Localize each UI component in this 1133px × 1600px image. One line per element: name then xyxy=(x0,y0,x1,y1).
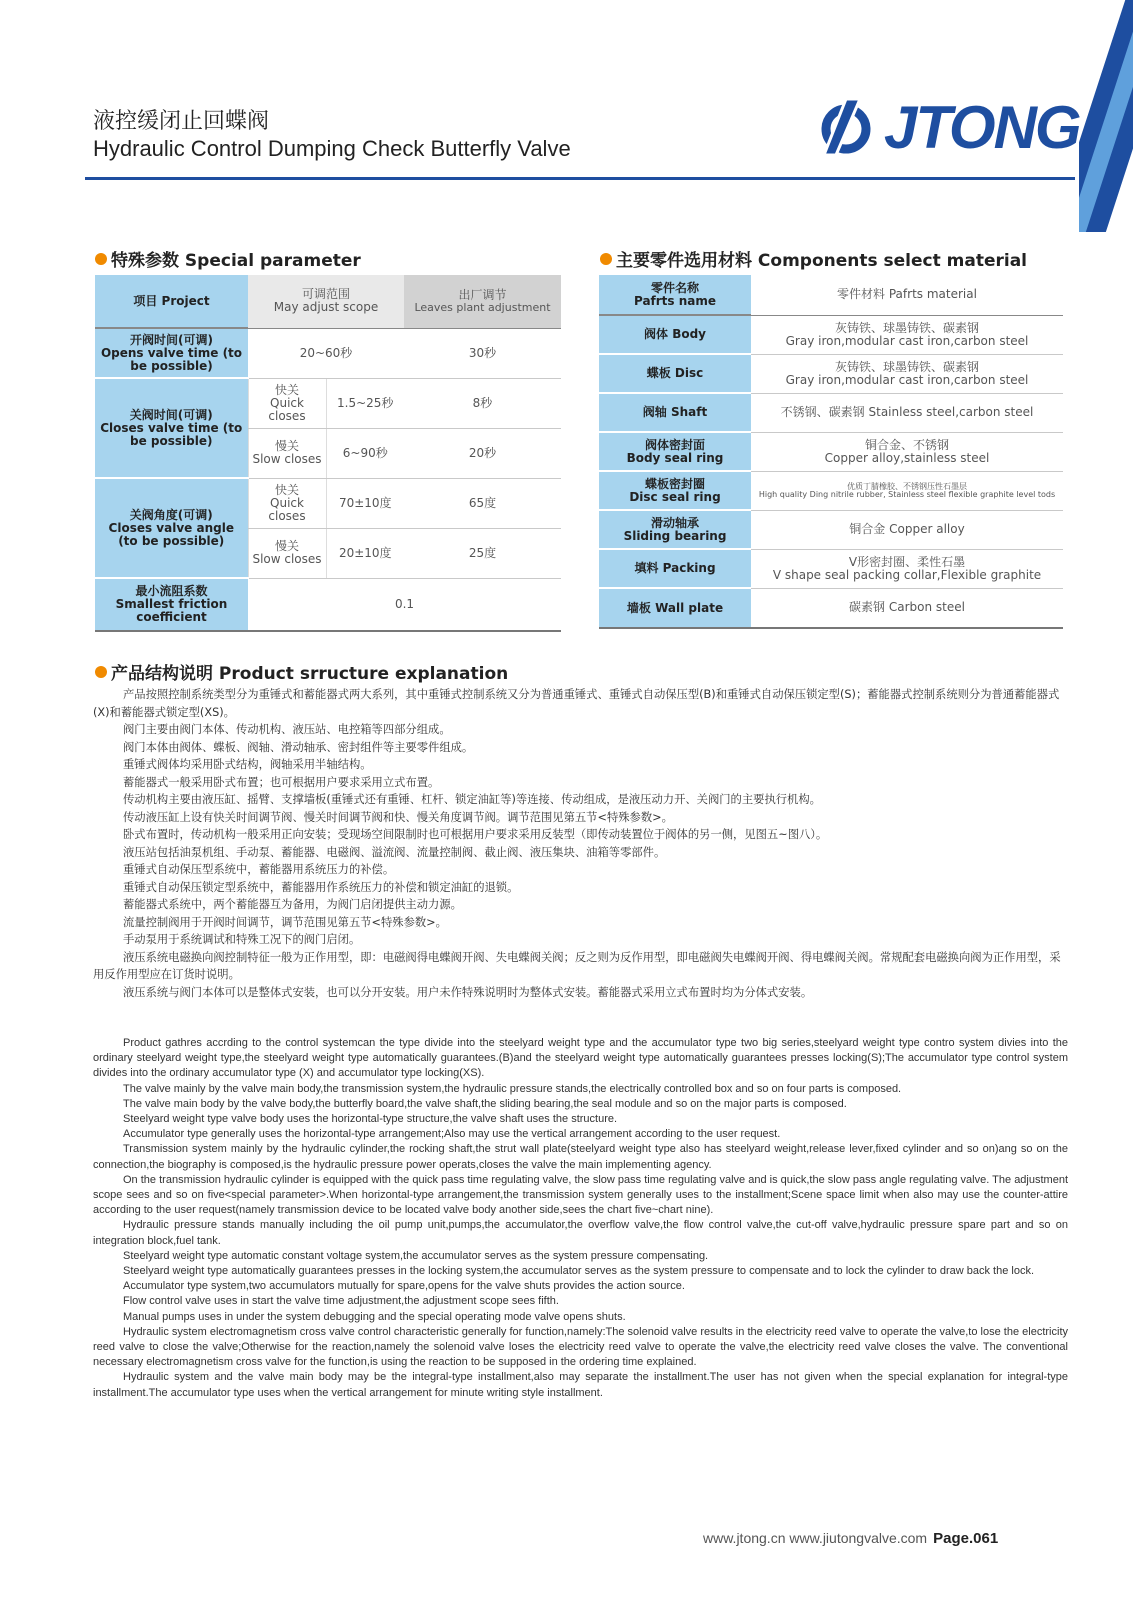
cn-paragraph: 产品按照控制系统类型分为重锤式和蓄能器式两大系列，其中重锤式控制系统又分为普通重锤式、重锤式自动保压型(B)和重锤式自动保压锁定型(S)；蓄能器式控制系统则分为普通蓄能器式(X)和蓄能器式锁定型(XS)。 xyxy=(93,688,1060,719)
bullet-icon xyxy=(600,253,612,265)
cn-paragraph: 传动液压缸上设有快关时间调节阀、慢关时间调节阀和快、慢关角度调节阀。调节范围见第五节<特殊参数>。 xyxy=(123,810,673,824)
en-paragraph: Steelyard weight type automatically guarantees presses in the locking system,the accumulator serves as the system pressure to compensate and to lock the cylinder to draw back the lock. xyxy=(123,1265,1035,1278)
cn-paragraph: 阀门本体由阀体、蝶板、阀轴、滑动轴承、密封组件等主要零件组成。 xyxy=(123,740,474,754)
cn-paragraph: 液压系统电磁换向阀控制特征一般为正作用型，即：电磁阀得电蝶阀开阀、失电蝶阀关阀；反之则为反作用型，即电磁阀失电蝶阀开阀、得电蝶阀关阀。常规配套电磁换向阀为正作用型，采用反作用型应在订货时说明。 xyxy=(93,950,1061,981)
components-table xyxy=(599,275,1063,629)
close-angle-slow-label: 慢关 Slow closes xyxy=(248,528,326,578)
page-footer xyxy=(703,1530,998,1547)
cn-paragraph: 卧式布置时，传动机构一般采用正向安装；受现场空间限制时也可根据用户要求采用反装型（即传动装置位于阀体的另一侧，见图五~图八）。 xyxy=(123,828,828,841)
cn-paragraph: 液压站包括油泵机组、手动泵、蓄能器、电磁阀、溢流阀、流量控制阀、截止阀、液压集块、油箱等零部件。 xyxy=(123,845,666,859)
part-material: V形密封圈、柔性石墨 V shape seal packing collar,Flexible graphite xyxy=(751,549,1063,588)
open-time-label: 开阀时间(可调) Opens valve time (to be possible) xyxy=(95,328,248,378)
en-paragraph: Transmission system mainly by the hydraulic cylinder,the rocking shaft,the strut wall plate(steelyard weight type also has steelyard weight,release lever,fixed cylinder and so on)ang so on the connection,the biography is composed,is the hydraulic pressure power operats,closes the valve the main implementing agency. xyxy=(93,1143,1068,1171)
cn-paragraph: 传动机构主要由液压缸、摇臂、支撑墙板(重锤式还有重锤、杠杆、锁定油缸等)等连接、传动组成，是液压动力开、关阀门的主要执行机构。 xyxy=(123,793,821,806)
components-title: 主要零件选用材料 Components select material xyxy=(616,251,1028,271)
close-angle-slow-factory: 25度 xyxy=(404,528,561,578)
en-paragraph: Steelyard weight type valve body uses the horizontal-type structure,the valve shaft uses the structure. xyxy=(123,1113,618,1126)
part-name: 阀体 Body xyxy=(599,315,751,354)
en-paragraph: Accumulator type generally uses the horizontal-type arrangement;Also may use the vertical arrangement according to the user request. xyxy=(123,1128,781,1141)
cn-paragraph: 重锤式阀体均采用卧式结构，阀轴采用半轴结构。 xyxy=(123,758,372,771)
special-parameter-title: 特殊参数 Special parameter xyxy=(111,251,361,271)
part-material: 碳素钢 Carbon steel xyxy=(751,588,1063,628)
page-title-en: Hydraulic Control Dumping Check Butterfly Valve xyxy=(93,136,571,161)
close-time-slow-label: 慢关 Slow closes xyxy=(248,428,326,478)
en-paragraph: Hydraulic system and the valve main body may be the integral-type installment,also may separate the installment.The user has not given when the special explanation for integral-type installment.The accumulator type uses when the vertical arrangement for minute writing style installment. xyxy=(93,1371,1068,1399)
cn-paragraph: 重锤式自动保压锁定型系统中，蓄能器用作系统压力的补偿和锁定油缸的退锁。 xyxy=(123,880,519,894)
header-plant-adjustment: 出厂调节 Leaves plant adjustment xyxy=(404,275,561,328)
corner-stripe-decoration xyxy=(1079,0,1133,232)
en-paragraph: The valve mainly by the valve main body,the transmission system,the hydraulic pressure stands,the electrically controlled box and so on four parts is composed. xyxy=(123,1082,902,1095)
en-paragraph: On the transmission hydraulic cylinder is equipped with the quick pass time regulating valve, the slow pass time regulating valve and is quick,the slow pass angle regulating valve. The adjustment scope sees and so on five<special parameter>.When horizontal-type arrangement,the transmission system generally uses to the installment;Scene space limit when also may use the counter-attire according to the user request(namely transmission device to be located valve body another side,sees the chart five~chart nine). xyxy=(93,1173,1068,1217)
cn-paragraph: 蓄能器式系统中，两个蓄能器互为备用，为阀门启闭提供主动力源。 xyxy=(123,898,462,911)
structure-title: 产品结构说明 Product srructure explanation xyxy=(111,664,509,684)
cn-paragraph: 手动泵用于系统调试和特殊工况下的阀门启闭。 xyxy=(123,933,361,946)
part-name: 滑动轴承 Sliding bearing xyxy=(599,510,751,549)
part-name: 填料 Packing xyxy=(599,549,751,588)
header-part-material: 零件材料 Pafrts material xyxy=(751,275,1063,315)
logo-text: JTONG xyxy=(884,93,1080,161)
close-time-quick-label: 快关 Quick closes xyxy=(248,378,326,428)
header-part-name: 零件名称 Pafrts name xyxy=(599,275,751,315)
close-angle-slow-range: 20±10度 xyxy=(326,528,404,578)
part-name: 蝶板密封圈 Disc seal ring xyxy=(599,471,751,510)
close-angle-quick-factory: 65度 xyxy=(404,478,561,528)
page-title-cn: 液控缓闭止回蝶阀 xyxy=(93,109,270,134)
page-number: Page.061 xyxy=(933,1530,999,1547)
special-parameter-heading xyxy=(95,246,361,271)
close-time-quick-factory: 8秒 xyxy=(404,378,561,428)
cn-paragraph: 流量控制阀用于开阀时间调节，调节范围见第五节<特殊参数>。 xyxy=(123,915,447,929)
part-material: 铜合金 Copper alloy xyxy=(751,510,1063,549)
close-angle-label: 关阀角度(可调) Closes valve angle (to be possible) xyxy=(95,478,248,578)
bullet-icon xyxy=(95,666,107,678)
components-heading xyxy=(600,246,1027,271)
friction-label: 最小流阻系数 Smallest friction coefficient xyxy=(95,578,248,631)
cn-paragraph: 蓄能器式一般采用卧式布置；也可根据用户要求采用立式布置。 xyxy=(123,775,440,789)
close-time-slow-factory: 20秒 xyxy=(404,428,561,478)
close-angle-quick-range: 70±10度 xyxy=(326,478,404,528)
en-paragraph: Hydraulic pressure stands manually including the oil pump unit,pumps,the accumulator,the overflow valve,the flow control valve,the cut-off valve,hydraulic pressure spare part and so on integration block,fuel tank. xyxy=(93,1219,1068,1247)
open-time-range: 20~60秒 xyxy=(248,328,404,378)
en-paragraph: Accumulator type system,two accumulators mutually for spare,opens for the valve shuts provides the action source. xyxy=(123,1280,685,1293)
cn-paragraph: 液压系统与阀门本体可以是整体式安装，也可以分开安装。用户未作特殊说明时为整体式安装。蓄能器式采用立式布置时均为分体式安装。 xyxy=(123,985,813,999)
part-material: 灰铸铁、球墨铸铁、碳素钢 Gray iron,modular cast iron,carbon steel xyxy=(751,354,1063,393)
friction-value: 0.1 xyxy=(248,578,561,631)
cn-paragraph: 重锤式自动保压型系统中，蓄能器用系统压力的补偿。 xyxy=(123,863,395,876)
part-name: 阀轴 Shaft xyxy=(599,393,751,432)
open-time-factory: 30秒 xyxy=(404,328,561,378)
jtong-logo-icon xyxy=(816,95,880,159)
header-adjust-scope: 可调范围 May adjust scope xyxy=(248,275,404,328)
close-angle-quick-label: 快关 Quick closes xyxy=(248,478,326,528)
part-material: 不锈钢、碳素钢 Stainless steel,carbon steel xyxy=(751,393,1063,432)
part-name: 蝶板 Disc xyxy=(599,354,751,393)
special-parameter-table xyxy=(95,275,561,632)
part-name: 阀体密封面 Body seal ring xyxy=(599,432,751,471)
header-project: 项目 Project xyxy=(95,275,248,328)
cn-paragraph: 阀门主要由阀门本体、传动机构、液压站、电控箱等四部分组成。 xyxy=(123,723,451,736)
en-paragraph: Steelyard weight type automatic constant voltage system,the accumulator serves as the system pressure compensating. xyxy=(123,1249,709,1262)
en-paragraph: Hydraulic system electromagnetism cross valve control characteristic generally for function,namely:The solenoid valve results in the electricity reed valve to operate the valve,to lose the electricity reed valve to close the valve;Otherwise for the reaction,namely the solenoid valve loses the electricity reed valve to operate the valve,the electricity reed valve closes the valve. The conventional necessary electromagnetism cross valve for the function,is using the reaction to be supposed in the ordering time explained. xyxy=(93,1325,1068,1369)
en-paragraph: Flow control valve uses in start the valve time adjustment,the adjustment scope sees fifth. xyxy=(123,1295,559,1308)
part-material: 灰铸铁、球墨铸铁、碳素钢 Gray iron,modular cast iron,carbon steel xyxy=(751,315,1063,354)
part-material: 铜合金、不锈钢 Copper alloy,stainless steel xyxy=(751,432,1063,471)
close-time-quick-range: 1.5~25秒 xyxy=(326,378,404,428)
close-time-slow-range: 6~90秒 xyxy=(326,428,404,478)
structure-heading xyxy=(95,659,508,684)
close-time-label: 关阀时间(可调) Closes valve time (to be possible) xyxy=(95,378,248,478)
header-divider xyxy=(85,177,1075,180)
part-material: 优质丁腈橡胶、不锈钢压性石墨层 High quality Ding nitrile rubber, Stainless steel flexible graphite level tods xyxy=(751,471,1063,510)
en-paragraph: Manual pumps uses in under the system debugging and the special operating mode valve opens shuts. xyxy=(123,1310,626,1323)
en-paragraph: Product gathres accrding to the control systemcan the type divide into the steelyard weight type and the accumulator type two big series,steelyard weight type contro system divies into the ordinary steelyard weight type,the steelyard weight type automatically guarantees.(B)and the steelyard weight type automatically guarantees presses locking(S);The accumulator type control system divides into the ordinary accumulator type (X) and accumulator type locking(XS). xyxy=(93,1037,1068,1080)
jtong-logo xyxy=(816,93,1080,161)
part-name: 墙板 Wall plate xyxy=(599,588,751,628)
bullet-icon xyxy=(95,253,107,265)
structure-text-cn xyxy=(93,686,1068,1001)
footer-urls: www.jtong.cn www.jiutongvalve.com xyxy=(703,1530,928,1546)
en-paragraph: The valve main body by the valve body,the butterfly board,the valve shaft,the sliding bearing,the seal module and so on the major parts is composed. xyxy=(123,1097,847,1110)
structure-text-en xyxy=(93,1036,1068,1401)
